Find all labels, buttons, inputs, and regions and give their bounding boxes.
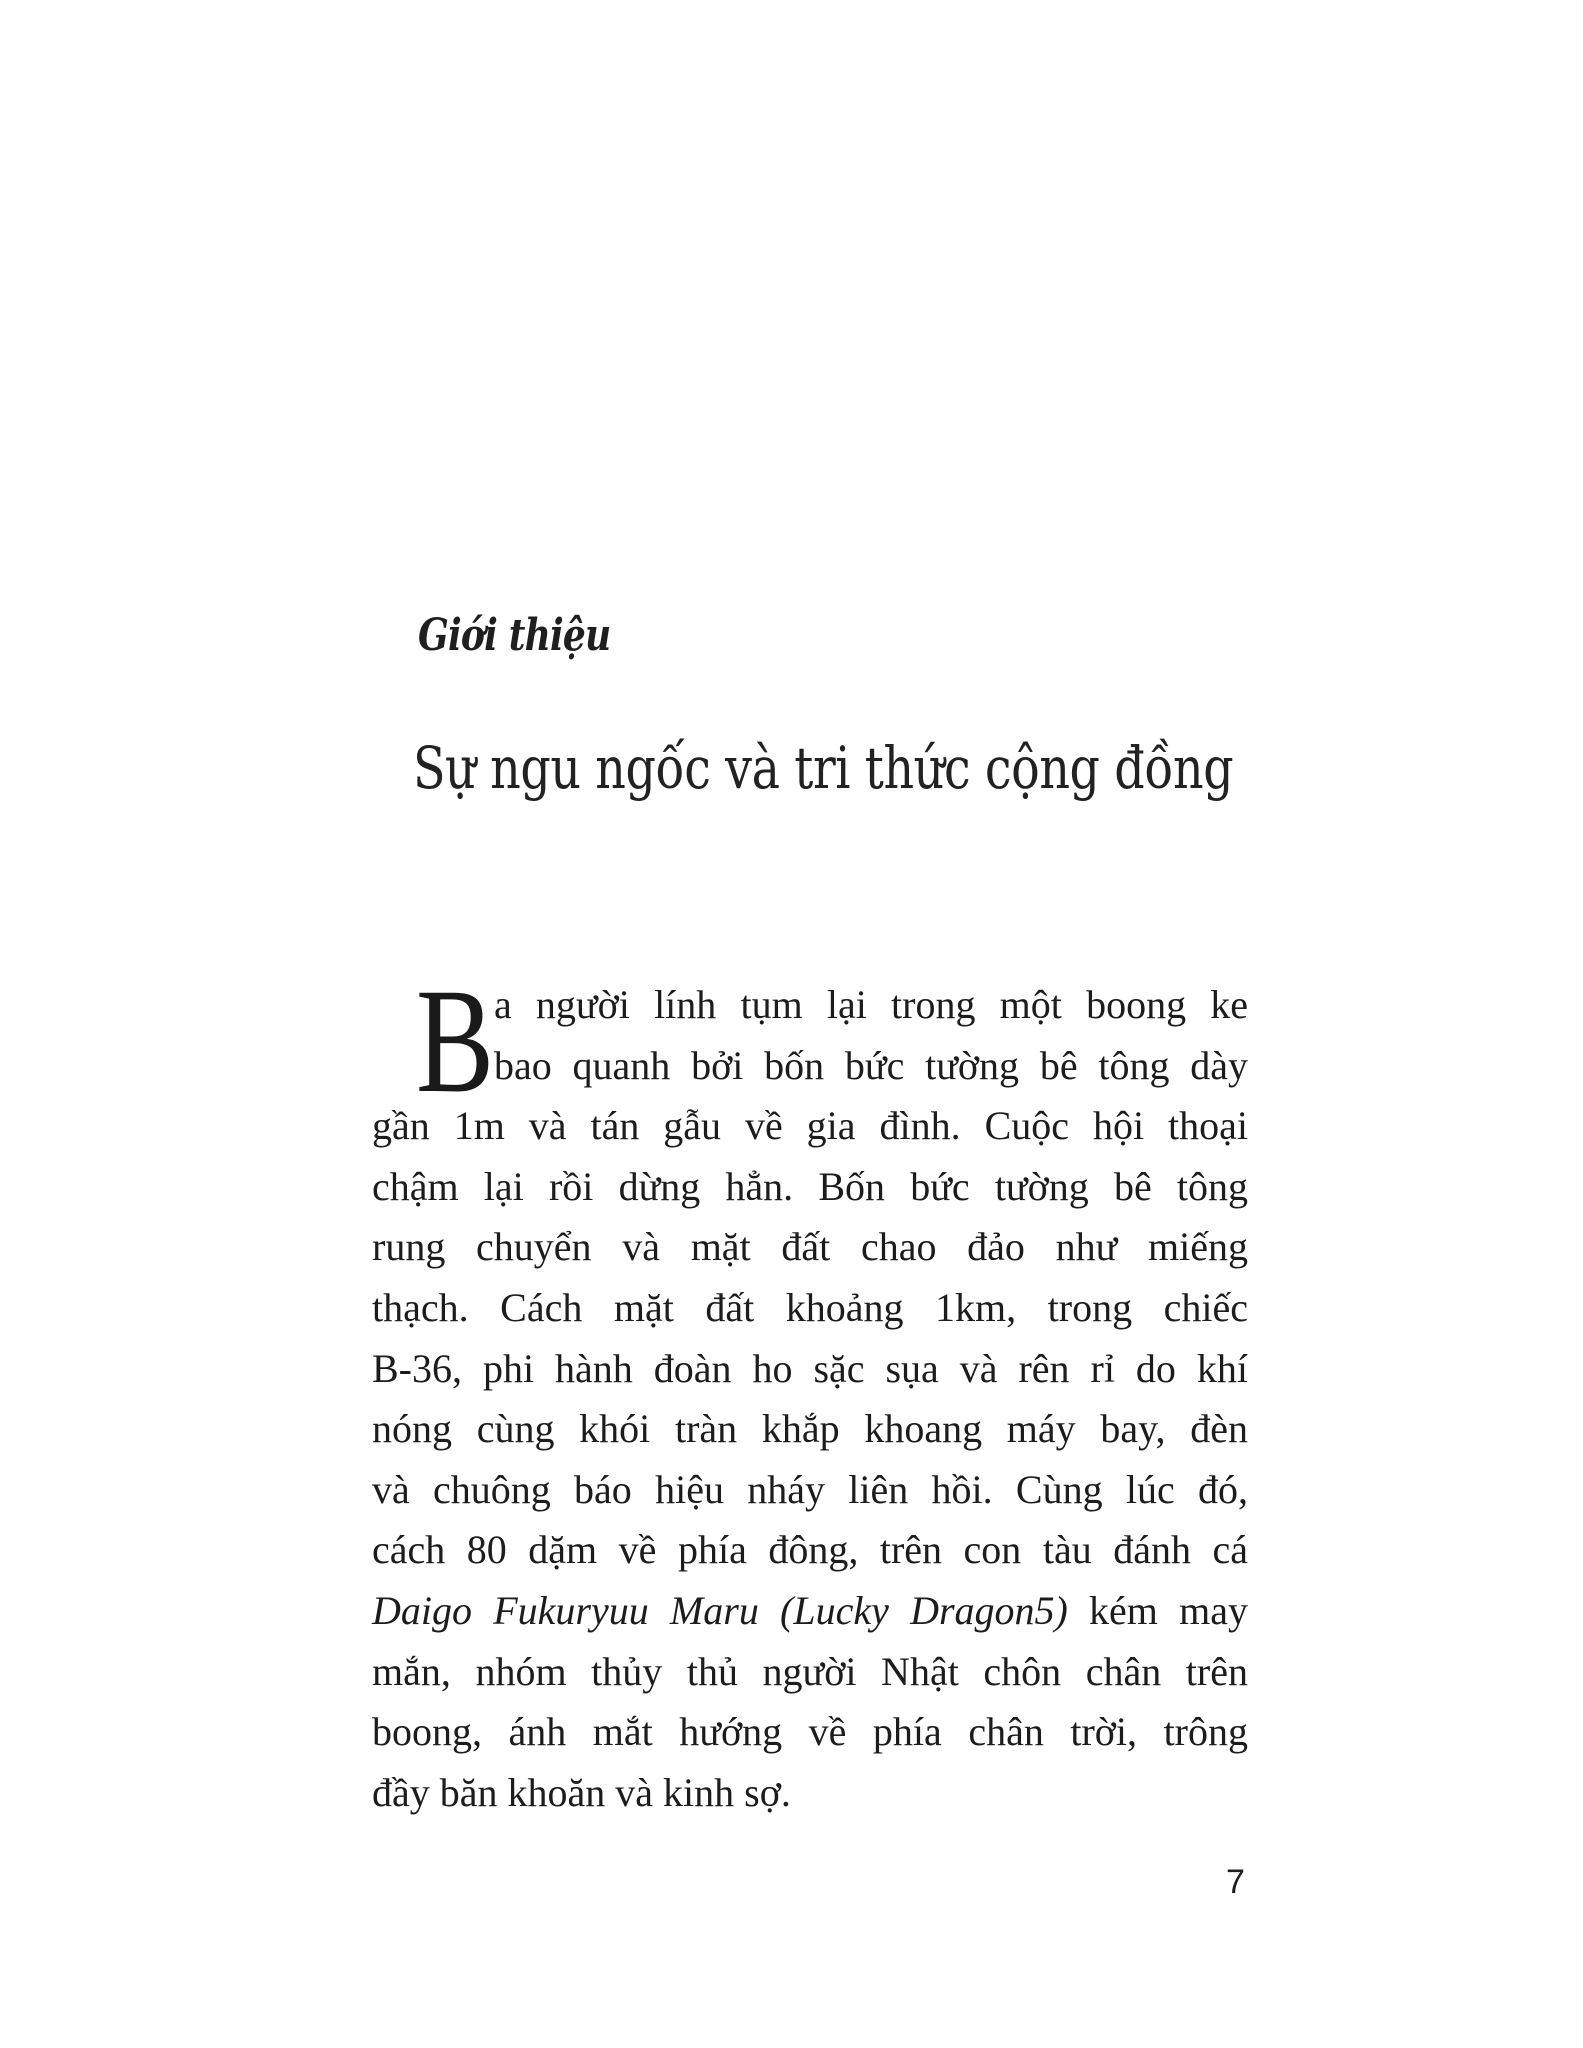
text-line: gần 1m và tán gẫu về gia đình. Cuộc hội thoại xyxy=(372,1103,1248,1149)
text-line: a người lính tụm lại trong một boong ke xyxy=(494,982,1248,1027)
ship-line-rest: kém may xyxy=(1067,1587,1248,1633)
text-line: chậm lại rồi dừng hẳn. Bốn bức tường bê tông xyxy=(372,1163,1248,1209)
text-line: boong, ánh mắt hướng về phía chân trời, trông xyxy=(372,1709,1248,1755)
chapter-title: Sự ngu ngốc và tri thức cộng đồng xyxy=(413,734,1234,802)
page-number: 7 xyxy=(1226,1863,1245,1901)
section-label: Giới thiệu xyxy=(418,610,611,661)
ship-name-italic: Daigo Fukuryuu Maru (Lucky Dragon5) xyxy=(372,1587,1068,1633)
text-line: B-36, phi hành đoàn ho sặc sụa và rên rỉ do khí xyxy=(372,1345,1248,1391)
text-line-last: đầy băn khoăn và kinh sợ. xyxy=(372,1769,791,1815)
text-line: và chuông báo hiệu nháy liên hồi. Cùng lúc đó, xyxy=(372,1466,1248,1512)
text-line: bao quanh bởi bốn bức tường bê tông dày xyxy=(494,1042,1248,1088)
text-line: cách 80 dặm về phía đông, trên con tàu đánh cá xyxy=(372,1527,1248,1573)
text-line: thạch. Cách mặt đất khoảng 1km, trong chiếc xyxy=(372,1284,1248,1330)
body-paragraph xyxy=(372,958,1248,1823)
text-line: nóng cùng khói tràn khắp khoang máy bay, đèn xyxy=(372,1406,1248,1452)
text-line: rung chuyển và mặt đất chao đảo như miếng xyxy=(372,1224,1248,1270)
text-line: mắn, nhóm thủy thủ người Nhật chôn chân trên xyxy=(372,1648,1248,1694)
text-line-ship-name xyxy=(372,1581,1248,1642)
drop-cap: B xyxy=(416,958,495,1124)
